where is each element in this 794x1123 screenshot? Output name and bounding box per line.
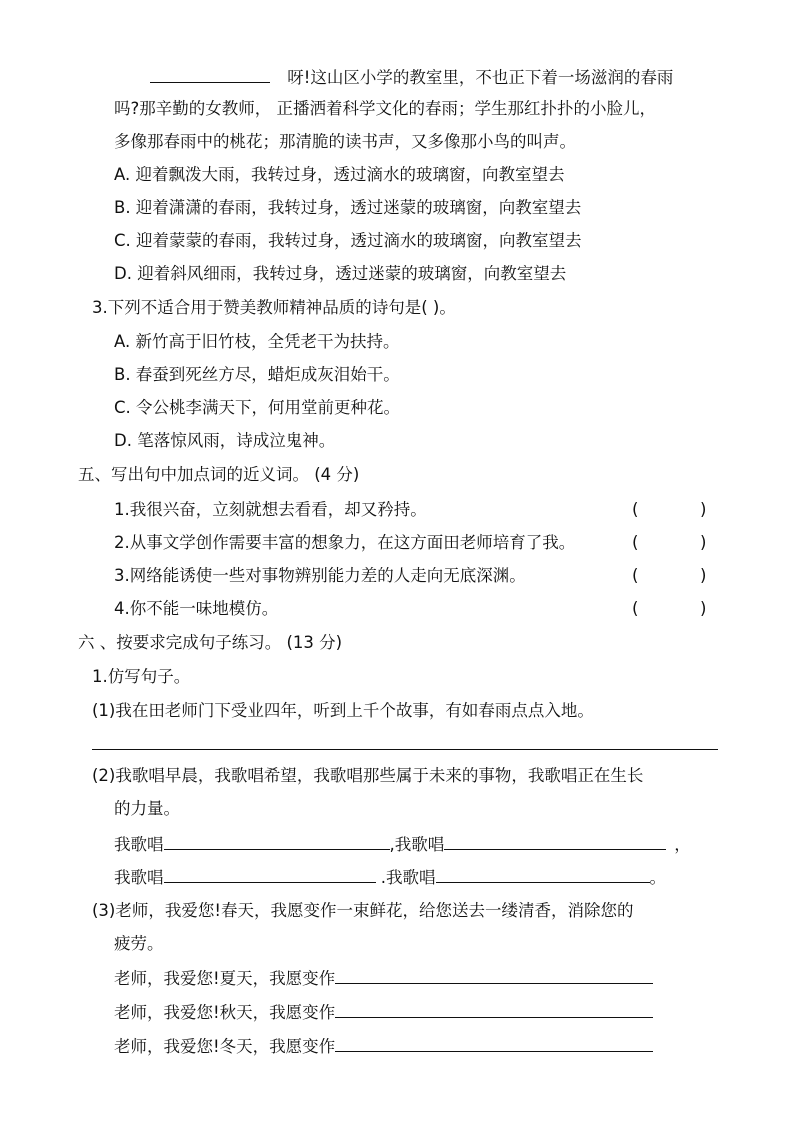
section5-paren-open-2: (: [632, 533, 639, 552]
summer-blank[interactable]: [335, 967, 653, 984]
section5-title: 五、写出句中加点词的近义词。 (4 分): [78, 465, 360, 484]
section6-sub1: 1.仿写句子。: [92, 667, 191, 686]
section5-item-1: 1.我很兴奋，立刻就想去看看，却又矜持。: [114, 500, 427, 519]
q3-option-b: B. 春蚕到死丝方尽，蜡炬成灰泪始干。: [114, 365, 400, 384]
section6-title: 六 、按要求完成句子练习。 (13 分): [78, 633, 343, 652]
q2-option-c: C. 迎着蒙蒙的春雨，我转过身，透过滴水的玻璃窗，向教室望去: [114, 231, 582, 250]
q2-passage-line-1: 呀!这山区小学的教室里，不也正下着一场滋润的春雨: [150, 66, 673, 89]
section5-item-4: 4.你不能一味地模仿。: [114, 599, 279, 618]
summer-row: 老师，我爱您!夏天，我愿变作: [114, 967, 653, 990]
section5-paren-open-4: (: [632, 599, 639, 618]
section5-paren-close-3: ): [700, 566, 707, 585]
section5-paren-open-3: (: [632, 566, 639, 585]
winter-blank[interactable]: [335, 1035, 653, 1052]
sing-row-2: 我歌唱 .我歌唱 。: [114, 868, 666, 887]
sing-blank-4[interactable]: [436, 866, 650, 883]
section5-paren-close-2: ): [700, 533, 707, 552]
section5-item-3: 3.网络能诱使一些对事物辨别能力差的人走向无底深渊。: [114, 566, 526, 585]
q2-option-b: B. 迎着潇潇的春雨，我转过身，透过迷蒙的玻璃窗，向教室望去: [114, 198, 582, 217]
section6-prompt-3-line-1: (3)老师，我爱您!春天，我愿变作一束鲜花，给您送去一缕清香，消除您的: [92, 901, 634, 920]
section6-answer-line-1[interactable]: [92, 749, 718, 750]
q3-stem: 3.下列不适合用于赞美教师精神品质的诗句是( )。: [92, 298, 456, 317]
section5-paren-close-1: ): [700, 500, 707, 519]
q3-option-a: A. 新竹高于旧竹枝，全凭老干为扶持。: [114, 332, 400, 351]
q2-passage-line-2: 吗?那辛勤的女教师， 正播洒着科学文化的春雨；学生那红扑扑的小脸儿，: [114, 99, 657, 118]
sing-row-1: 我歌唱 ,我歌唱 ，: [114, 835, 691, 854]
section6-prompt-2-line-1: (2)我歌唱早晨，我歌唱希望，我歌唱那些属于未来的事物，我歌唱正在生长: [92, 766, 644, 785]
q3-option-c: C. 令公桃李满天下，何用堂前更种花。: [114, 398, 401, 417]
q2-option-a: A. 迎着飘泼大雨，我转过身，透过滴水的玻璃窗，向教室望去: [114, 165, 565, 184]
autumn-blank[interactable]: [335, 1001, 653, 1018]
q2-passage-line-3: 多像那春雨中的桃花；那清脆的读书声，又多像那小鸟的叫声。: [114, 132, 576, 151]
autumn-row: 老师，我爱您!秋天，我愿变作: [114, 1001, 653, 1024]
section5-item-2: 2.从事文学创作需要丰富的想象力，在这方面田老师培育了我。: [114, 533, 576, 552]
section6-prompt-2-line-2: 的力量。: [114, 799, 180, 818]
section6-prompt-1: (1)我在田老师门下受业四年，听到上千个故事，有如春雨点点入地。: [92, 701, 594, 720]
sing-blank-2[interactable]: [444, 833, 666, 850]
section5-paren-open-1: (: [632, 500, 639, 519]
q2-fill-blank[interactable]: [150, 66, 270, 83]
section6-prompt-3-line-2: 疲劳。: [114, 934, 164, 953]
sing-blank-1[interactable]: [164, 833, 390, 850]
q3-option-d: D. 笔落惊风雨，诗成泣鬼神。: [114, 431, 336, 450]
q2-option-d: D. 迎着斜风细雨，我转过身，透过迷蒙的玻璃窗，向教室望去: [114, 264, 567, 283]
winter-row: 老师，我爱您!冬天，我愿变作: [114, 1035, 653, 1058]
section5-paren-close-4: ): [700, 599, 707, 618]
sing-blank-3[interactable]: [164, 866, 376, 883]
